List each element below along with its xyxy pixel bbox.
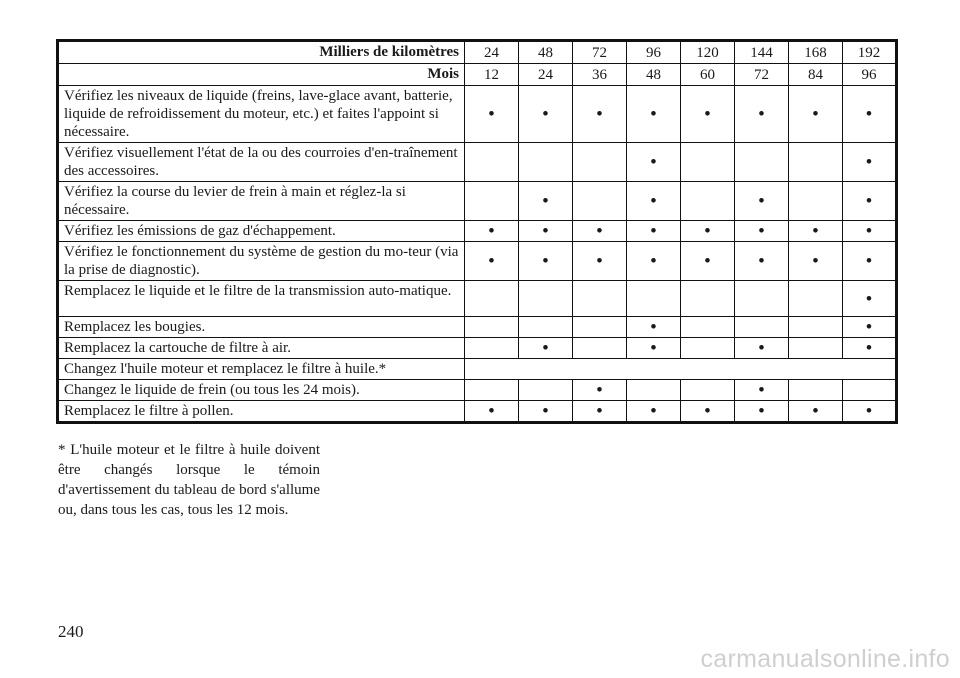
interval-empty	[519, 317, 573, 338]
interval-dot: •	[735, 380, 789, 401]
interval-empty	[465, 281, 519, 317]
interval-empty	[789, 281, 843, 317]
header-mois-row-value: 48	[627, 64, 681, 86]
interval-empty	[681, 317, 735, 338]
interval-dot: •	[627, 401, 681, 423]
task-label: Vérifiez les émissions de gaz d'échappement.	[58, 221, 465, 242]
task-label: Remplacez les bougies.	[58, 317, 465, 338]
interval-dot: •	[843, 143, 897, 182]
interval-empty	[573, 143, 627, 182]
interval-dot: •	[627, 86, 681, 143]
interval-empty	[627, 281, 681, 317]
interval-dot: •	[843, 242, 897, 281]
interval-empty	[465, 143, 519, 182]
table-row	[58, 86, 897, 143]
table-row	[58, 281, 897, 317]
interval-empty	[519, 281, 573, 317]
interval-empty	[735, 281, 789, 317]
header-mois-row	[58, 64, 897, 86]
interval-dot: •	[519, 182, 573, 221]
interval-empty	[519, 143, 573, 182]
interval-dot: •	[627, 143, 681, 182]
interval-empty	[735, 317, 789, 338]
interval-dot: •	[843, 281, 897, 317]
interval-dot: •	[465, 221, 519, 242]
schedule-body	[58, 41, 897, 423]
interval-empty	[573, 281, 627, 317]
header-mois-row-value: 84	[789, 64, 843, 86]
header-mois-row-value: 72	[735, 64, 789, 86]
interval-dot: •	[519, 86, 573, 143]
maintenance-schedule-table	[56, 39, 898, 424]
interval-empty-span	[465, 359, 897, 380]
interval-dot: •	[843, 182, 897, 221]
interval-dot: •	[465, 401, 519, 423]
interval-empty	[681, 182, 735, 221]
table-row	[58, 401, 897, 423]
interval-dot: •	[789, 221, 843, 242]
table-row	[58, 359, 897, 380]
interval-empty	[465, 317, 519, 338]
interval-empty	[573, 317, 627, 338]
table-row	[58, 317, 897, 338]
table-row	[58, 242, 897, 281]
header-km-row-value: 72	[573, 41, 627, 64]
footnote: * L'huile moteur et le filtre à huile doivent être changés lorsque le témoin d'avertissement du tableau de bord s'allume ou, dans tous les cas, tous les 12 mois.	[58, 442, 320, 518]
interval-dot: •	[735, 182, 789, 221]
interval-empty	[789, 380, 843, 401]
interval-dot: •	[843, 221, 897, 242]
interval-empty	[573, 338, 627, 359]
interval-empty	[843, 380, 897, 401]
table-row	[58, 380, 897, 401]
interval-empty	[789, 317, 843, 338]
header-mois-row-label: Mois	[58, 64, 465, 86]
interval-dot: •	[573, 221, 627, 242]
watermark: carmanualsonline.info	[700, 645, 950, 673]
table-row	[58, 182, 897, 221]
interval-dot: •	[627, 182, 681, 221]
interval-dot: •	[627, 242, 681, 281]
header-mois-row-value: 24	[519, 64, 573, 86]
interval-dot: •	[681, 221, 735, 242]
interval-empty	[789, 143, 843, 182]
interval-empty	[681, 380, 735, 401]
interval-dot: •	[573, 401, 627, 423]
interval-dot: •	[573, 380, 627, 401]
interval-empty	[789, 338, 843, 359]
interval-dot: •	[843, 317, 897, 338]
interval-dot: •	[519, 221, 573, 242]
task-label: Changez l'huile moteur et remplacez le filtre à huile.*	[58, 359, 465, 380]
header-mois-row-value: 12	[465, 64, 519, 86]
interval-dot: •	[465, 86, 519, 143]
interval-empty	[465, 338, 519, 359]
interval-empty	[465, 380, 519, 401]
header-mois-row-value: 96	[843, 64, 897, 86]
interval-dot: •	[789, 86, 843, 143]
table-row	[58, 143, 897, 182]
interval-dot: •	[735, 221, 789, 242]
task-label: Vérifiez visuellement l'état de la ou des courroies d'en-traînement des accessoires.	[58, 143, 465, 182]
task-label: Vérifiez le fonctionnement du système de gestion du mo-teur (via la prise de diagnostic).	[58, 242, 465, 281]
interval-dot: •	[519, 401, 573, 423]
header-km-row-value: 192	[843, 41, 897, 64]
interval-dot: •	[519, 338, 573, 359]
interval-dot: •	[681, 401, 735, 423]
header-km-row-value: 120	[681, 41, 735, 64]
interval-empty	[465, 182, 519, 221]
header-km-row-label: Milliers de kilomètres	[58, 41, 465, 64]
interval-dot: •	[465, 242, 519, 281]
interval-dot: •	[681, 242, 735, 281]
table-row	[58, 338, 897, 359]
interval-empty	[789, 182, 843, 221]
interval-dot: •	[735, 242, 789, 281]
interval-dot: •	[843, 401, 897, 423]
header-km-row	[58, 41, 897, 64]
header-mois-row-value: 36	[573, 64, 627, 86]
table-row	[58, 221, 897, 242]
interval-dot: •	[735, 86, 789, 143]
interval-empty	[735, 143, 789, 182]
interval-dot: •	[627, 317, 681, 338]
header-km-row-value: 48	[519, 41, 573, 64]
interval-dot: •	[843, 338, 897, 359]
interval-dot: •	[735, 338, 789, 359]
interval-dot: •	[681, 86, 735, 143]
header-mois-row-value: 60	[681, 64, 735, 86]
interval-empty	[573, 182, 627, 221]
task-label: Changez le liquide de frein (ou tous les 24 mois).	[58, 380, 465, 401]
task-label: Remplacez le filtre à pollen.	[58, 401, 465, 423]
interval-dot: •	[627, 221, 681, 242]
page-number: 240	[58, 622, 84, 641]
header-km-row-value: 144	[735, 41, 789, 64]
interval-empty	[627, 380, 681, 401]
task-label: Remplacez la cartouche de filtre à air.	[58, 338, 465, 359]
interval-dot: •	[843, 86, 897, 143]
task-label: Vérifiez la course du levier de frein à main et réglez-la si nécessaire.	[58, 182, 465, 221]
task-label: Remplacez le liquide et le filtre de la transmission auto-matique.	[58, 281, 465, 317]
interval-dot: •	[519, 242, 573, 281]
interval-dot: •	[573, 242, 627, 281]
interval-empty	[519, 380, 573, 401]
interval-empty	[681, 143, 735, 182]
interval-dot: •	[627, 338, 681, 359]
header-km-row-value: 24	[465, 41, 519, 64]
header-km-row-value: 168	[789, 41, 843, 64]
interval-dot: •	[789, 242, 843, 281]
interval-dot: •	[789, 401, 843, 423]
header-km-row-value: 96	[627, 41, 681, 64]
interval-dot: •	[573, 86, 627, 143]
interval-empty	[681, 281, 735, 317]
interval-dot: •	[735, 401, 789, 423]
task-label: Vérifiez les niveaux de liquide (freins, lave-glace avant, batterie, liquide de refroidissement du moteur, etc.) et faites l'appoint si nécessaire.	[58, 86, 465, 143]
interval-empty	[681, 338, 735, 359]
